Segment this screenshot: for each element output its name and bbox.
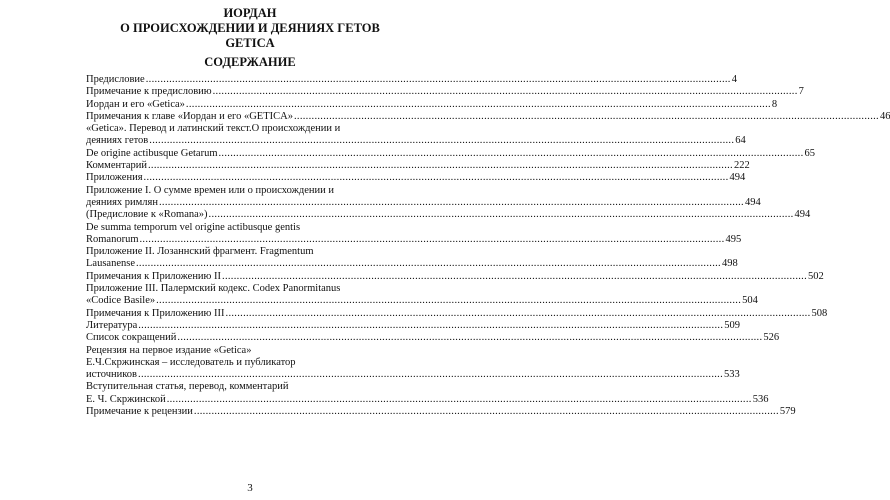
- toc-entry-title: Примечание к предисловию: [86, 86, 212, 98]
- toc-entry-title: De origine actibusque Getarum: [86, 147, 218, 159]
- toc-entry-title: «Codice Basile»: [86, 295, 156, 307]
- toc-entry-title: Иордан и его «Getica»: [86, 98, 185, 110]
- table-of-contents: [86, 74, 890, 418]
- dot-leader: ........................................................................................................................................................................................................: [145, 74, 731, 85]
- dot-leader: ........................................................................................................................................................................................................: [143, 172, 729, 184]
- toc-entry[interactable]: [86, 147, 815, 160]
- toc-entry-title: Примечания к Приложению III: [86, 307, 225, 319]
- toc-entry[interactable]: [86, 356, 740, 382]
- dot-leader: ........................................................................................................................................................................................................: [218, 147, 804, 159]
- dot-leader: ........................................................................................................................................................................................................: [139, 233, 725, 245]
- toc-entry[interactable]: [86, 123, 746, 148]
- toc-entry-page: 526: [763, 332, 780, 344]
- dot-leader: ........................................................................................................................................................................................................: [212, 86, 798, 98]
- toc-entry-page: 508: [811, 307, 828, 319]
- toc-entry-title: Примечания к Приложению II: [86, 270, 222, 282]
- dot-leader: ........................................................................................................................................................................................................: [193, 406, 779, 418]
- toc-entry-page: 498: [721, 258, 738, 270]
- toc-entry-title: Вступительная статья, перевод, комментарий: [86, 381, 289, 393]
- toc-entry[interactable]: [86, 86, 804, 98]
- dot-leader: ........................................................................................................................................................................................................: [185, 98, 771, 110]
- toc-entry[interactable]: [86, 98, 778, 111]
- toc-entry-title: Список сокращений: [86, 332, 177, 344]
- toc-entry[interactable]: [86, 184, 761, 210]
- toc-entry-page: 509: [724, 319, 740, 331]
- toc-entry-line: De summa temporum vel origine actibusque gentis: [86, 221, 301, 233]
- toc-entry-title: Предисловие: [86, 74, 145, 85]
- toc-entry[interactable]: [86, 406, 796, 418]
- dot-leader: ........................................................................................................................................................................................................: [156, 295, 742, 307]
- toc-entry-title: деяниях гетов: [86, 135, 149, 147]
- toc-entry-page: 222: [733, 160, 750, 172]
- toc-entry[interactable]: [86, 393, 769, 406]
- dot-leader: ........................................................................................................................................................................................................: [149, 135, 735, 147]
- toc-entry-title: Примечание к рецензии: [86, 406, 193, 418]
- toc-entry[interactable]: [86, 381, 416, 393]
- toc-entry-title: Romanorum: [86, 233, 139, 245]
- toc-entry-title: (Предисловие к «Romana»): [86, 209, 208, 221]
- book-subtitle: GETICA: [225, 36, 275, 50]
- dot-leader: ........................................................................................................................................................................................................: [147, 160, 733, 172]
- toc-entry[interactable]: [86, 319, 740, 332]
- toc-entry[interactable]: [86, 74, 737, 86]
- toc-entry-line: Е.Ч.Скржинская – исследователь и публикатор: [86, 356, 296, 368]
- toc-entry[interactable]: [86, 209, 811, 221]
- toc-entry[interactable]: [86, 221, 742, 247]
- dot-leader: ........................................................................................................................................................................................................: [166, 393, 752, 405]
- toc-entry-page: 8: [771, 98, 778, 110]
- dot-leader: ........................................................................................................................................................................................................: [177, 332, 763, 344]
- book-header: [0, 6, 500, 51]
- toc-entry-page: 494: [794, 209, 811, 221]
- toc-entry-page: 579: [779, 406, 796, 418]
- toc-entry-page: 536: [752, 393, 769, 405]
- toc-entry-title: Приложения: [86, 172, 143, 184]
- toc-entry[interactable]: [86, 332, 780, 344]
- toc-entry-line: Приложение I. О сумме времен или о происхождении и: [86, 184, 334, 196]
- dot-leader: ........................................................................................................................................................................................................: [222, 270, 808, 282]
- dot-leader: ........................................................................................................................................................................................................: [225, 307, 811, 319]
- toc-entry[interactable]: [86, 270, 824, 283]
- dot-leader: ........................................................................................................................................................................................................: [158, 196, 744, 208]
- toc-entry-line: Приложение III. Палермский кодекс. Codex Panormitanus: [86, 283, 341, 295]
- book-title: О ПРОИСХОЖДЕНИИ И ДЕЯНИЯХ ГЕТОВ: [120, 21, 380, 35]
- toc-entry-page: 46: [879, 110, 890, 122]
- toc-entry[interactable]: [86, 283, 758, 308]
- toc-entry-title: источников: [86, 369, 138, 381]
- toc-entry-page: 495: [725, 233, 742, 245]
- toc-entry[interactable]: [86, 110, 890, 123]
- dot-leader: ........................................................................................................................................................................................................: [138, 369, 724, 381]
- toc-entry-title: деяниях римлян: [86, 196, 158, 208]
- toc-entry-title: Литература: [86, 319, 138, 331]
- toc-entry-page: 494: [744, 196, 761, 208]
- toc-entry[interactable]: [86, 307, 828, 320]
- dot-leader: ........................................................................................................................................................................................................: [138, 319, 724, 331]
- toc-entry-title: Примечания к главе «Иордан и его «GETICA»: [86, 110, 293, 122]
- toc-title: СОДЕРЖАНИЕ: [204, 55, 296, 69]
- toc-entry-title: Комментарий: [86, 160, 147, 172]
- toc-entry-page: 7: [798, 86, 804, 98]
- dot-leader: ........................................................................................................................................................................................................: [135, 258, 721, 270]
- toc-entry-page: 4: [731, 74, 737, 85]
- toc-entry[interactable]: [86, 160, 750, 172]
- page-number: 3: [247, 482, 253, 494]
- toc-entry[interactable]: [86, 345, 416, 357]
- author-name: ИОРДАН: [223, 6, 277, 20]
- toc-entry-title: Е. Ч. Скржинской: [86, 393, 166, 405]
- toc-entry-page: 494: [729, 172, 746, 184]
- toc-entry-page: 502: [808, 270, 824, 282]
- dot-leader: ........................................................................................................................................................................................................: [293, 110, 879, 122]
- toc-entry-title: Lausanense: [86, 258, 135, 270]
- toc-entry-line: Приложение II. Лозаннский фрагмент. Fragmentum: [86, 246, 314, 258]
- toc-entry-page: 504: [742, 295, 758, 307]
- toc-entry[interactable]: [86, 246, 738, 271]
- toc-entry-page: 64: [735, 135, 746, 147]
- dot-leader: ........................................................................................................................................................................................................: [208, 209, 794, 221]
- toc-entry-page: 533: [724, 369, 740, 381]
- toc-entry-page: 65: [804, 147, 815, 159]
- toc-entry[interactable]: [86, 172, 746, 184]
- toc-entry-line: «Getica». Перевод и латинский текст.О происхождении и: [86, 123, 341, 135]
- toc-entry-title: Рецензия на первое издание «Getica»: [86, 344, 252, 356]
